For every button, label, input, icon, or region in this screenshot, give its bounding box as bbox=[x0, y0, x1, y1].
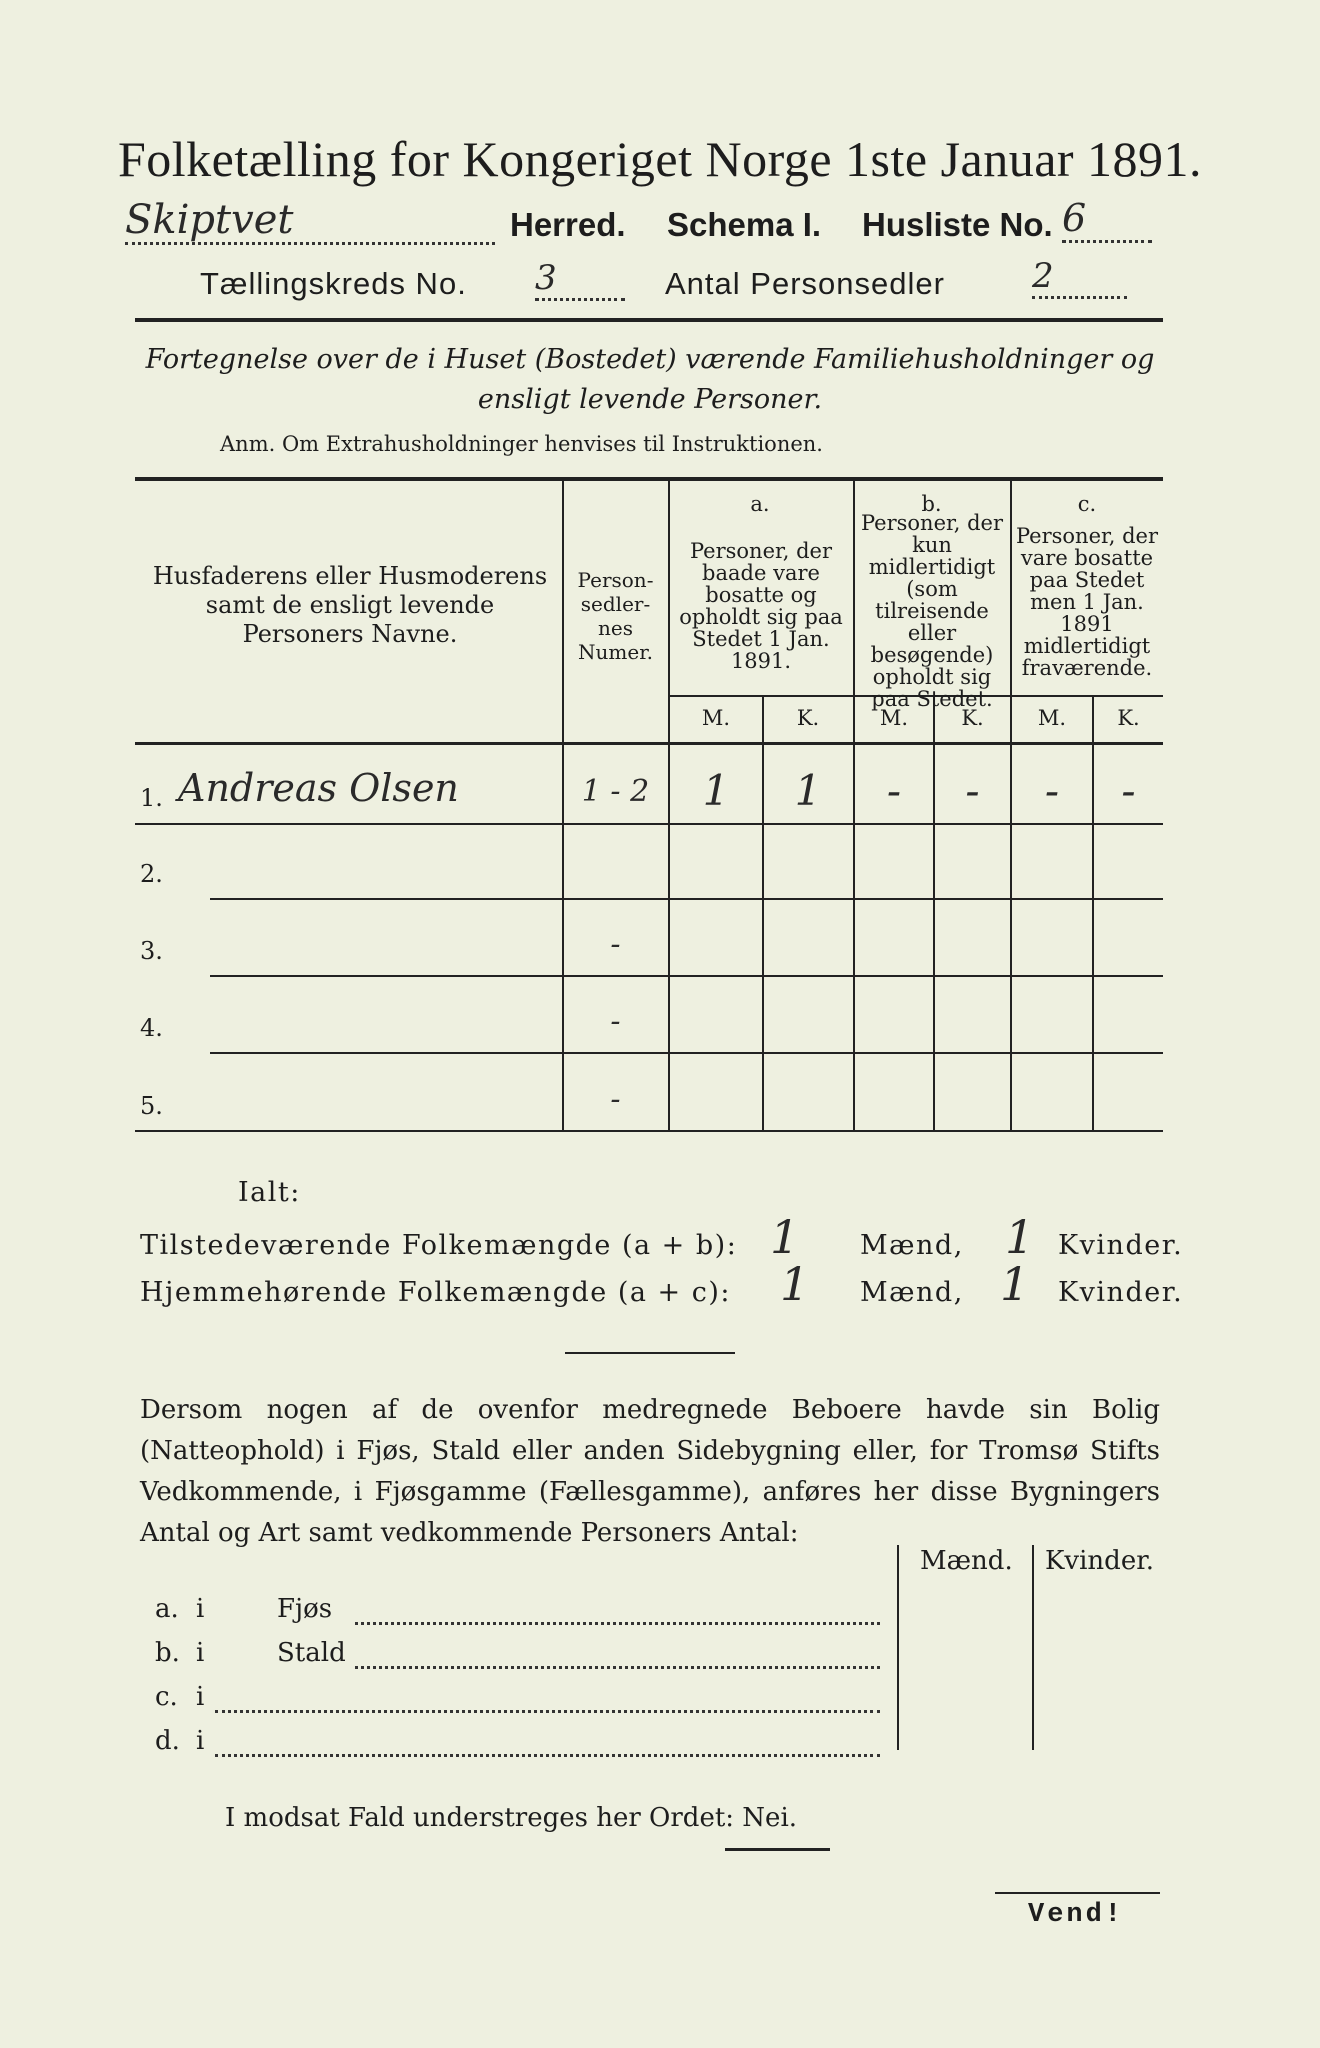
building-i: i bbox=[196, 1682, 205, 1712]
anm-note: Anm. Om Extrahusholdninger henvises til Instruktionen. bbox=[220, 432, 823, 456]
row-number: 4. bbox=[140, 1014, 163, 1042]
hjemme-kvinder-label: Kvinder. bbox=[1058, 1277, 1184, 1308]
tilstede-kvinder-value: 1 bbox=[1005, 1210, 1035, 1264]
row-number: 2. bbox=[140, 860, 163, 888]
building-letter: b. bbox=[155, 1638, 180, 1668]
b-k-label: K. bbox=[961, 706, 984, 730]
husliste-label: Husliste No. bbox=[862, 206, 1053, 243]
buildings-kvinder-header: Kvinder. bbox=[1045, 1546, 1155, 1576]
c-m-label: M. bbox=[1037, 706, 1067, 730]
row-sedler: 1 - 2 bbox=[581, 774, 650, 809]
herred-label: Herred. bbox=[510, 206, 626, 243]
building-letter: a. bbox=[155, 1594, 179, 1624]
schema-label: Schema I. bbox=[667, 206, 822, 243]
buildings-divider-left bbox=[897, 1545, 899, 1750]
col-c-header: Personer, der vare bosatte paa Stedet men 1 Jan. 1891 midlertidigt fraværende. bbox=[1015, 524, 1159, 680]
row-b-m-value: - bbox=[886, 766, 902, 815]
buildings-maend-header: Mænd. bbox=[920, 1546, 1013, 1576]
ialt-label: Ialt: bbox=[238, 1177, 301, 1208]
building-label: Fjøs bbox=[277, 1594, 333, 1624]
tilstede-kvinder-label: Kvinder. bbox=[1058, 1230, 1184, 1261]
kreds-label: Tællingskreds No. bbox=[200, 266, 467, 301]
row-sedler: - bbox=[610, 1004, 621, 1039]
dotted-leader bbox=[355, 1622, 880, 1625]
a-m-label: M. bbox=[701, 706, 731, 730]
kreds-value: 3 bbox=[535, 258, 625, 301]
hjemme-maend-value: 1 bbox=[780, 1257, 810, 1311]
col-name-header: Husfaderens eller Husmoderens samt de ensligt levende Personers Navne. bbox=[152, 562, 548, 648]
dotted-leader bbox=[215, 1710, 880, 1713]
col-c-letter: c. bbox=[1077, 492, 1097, 516]
tilstede-label: Tilstedeværende Folkemængde (a + b): bbox=[140, 1230, 738, 1261]
herred-value: Skiptvet bbox=[125, 198, 495, 245]
row-name: Andreas Olsen bbox=[178, 766, 459, 810]
building-i: i bbox=[196, 1638, 205, 1668]
intro-text: Fortegnelse over de i Huset (Bostedet) værende Familiehusholdninger og ensligt levende Personer. bbox=[145, 344, 1155, 415]
c-k-label: K. bbox=[1117, 706, 1140, 730]
row-number: 5. bbox=[140, 1092, 163, 1120]
buildings-paragraph: Dersom nogen af de ovenfor medregnede Beboere havde sin Bolig (Natteophold) i Fjøs, Stald eller anden Sidebygning eller, for Tromsø Stifts Vedkommende, i Fjøsgamme (Fællesgamme), anføres her disse Bygningers Antal og Art samt vedkommende Personers Antal: bbox=[140, 1395, 1160, 1548]
row-sedler: - bbox=[610, 1082, 621, 1117]
col-b-header: Personer, der kun midlertidigt (som tilreisende eller besøgende) opholdt sig paa Stedet. bbox=[860, 511, 1004, 711]
col-b-letter: b. bbox=[921, 492, 942, 516]
building-i: i bbox=[196, 1726, 205, 1756]
row-number: 1. bbox=[140, 784, 163, 812]
row-a-m-value: 1 bbox=[702, 766, 730, 815]
b-m-label: M. bbox=[879, 706, 909, 730]
dotted-leader bbox=[355, 1666, 880, 1669]
totals-divider bbox=[565, 1352, 735, 1354]
tilstede-maend-value: 1 bbox=[770, 1210, 800, 1264]
a-k-label: K. bbox=[796, 706, 820, 730]
col-num-header: Person-sedler-nes Numer. bbox=[577, 568, 654, 664]
building-label: Stald bbox=[277, 1638, 346, 1668]
row-a-k-value: 1 bbox=[794, 766, 822, 815]
modsat-text: I modsat Fald understreges her Ordet: Nei. bbox=[225, 1803, 798, 1833]
col-a-letter: a. bbox=[750, 492, 770, 516]
hjemme-label: Hjemmehørende Folkemængde (a + c): bbox=[140, 1277, 731, 1308]
col-a-header: Personer, der baade vare bosatte og opholdt sig paa Stedet 1 Jan. 1891. bbox=[679, 539, 843, 673]
vend-rule bbox=[995, 1892, 1160, 1894]
row-number: 3. bbox=[140, 937, 163, 965]
row-c-k-value: - bbox=[1121, 766, 1136, 815]
personsedler-label: Antal Personsedler bbox=[665, 266, 945, 301]
row-sedler: - bbox=[610, 927, 621, 962]
form-title: Folketælling for Kongeriget Norge 1ste Januar 1891. bbox=[117, 131, 1203, 187]
buildings-divider-right bbox=[1032, 1545, 1034, 1750]
row-b-k-value: - bbox=[965, 766, 980, 815]
row-c-m-value: - bbox=[1044, 766, 1060, 815]
vend-text: Vend! bbox=[1028, 1900, 1125, 1930]
building-i: i bbox=[196, 1594, 205, 1624]
husliste-value: 6 bbox=[1062, 196, 1152, 243]
hjemme-kvinder-value: 1 bbox=[1000, 1257, 1030, 1311]
dotted-leader bbox=[215, 1754, 880, 1757]
hjemme-maend-label: Mænd, bbox=[860, 1277, 964, 1308]
building-letter: c. bbox=[155, 1682, 178, 1712]
building-letter: d. bbox=[155, 1726, 180, 1756]
nei-underline bbox=[725, 1848, 830, 1851]
personsedler-value: 2 bbox=[1032, 256, 1127, 299]
tilstede-maend-label: Mænd, bbox=[860, 1230, 964, 1261]
